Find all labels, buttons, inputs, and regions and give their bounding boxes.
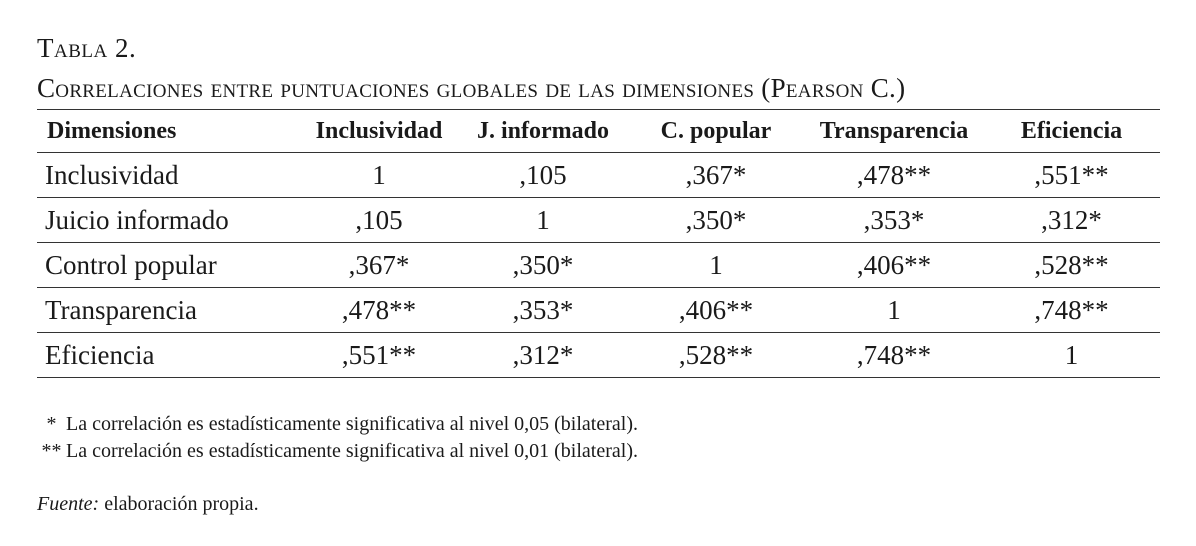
table-row: [37, 198, 1160, 243]
table-cell: ,406**: [856, 249, 932, 280]
row-label: Transparencia: [45, 294, 197, 325]
table-cell: ,312*: [1041, 204, 1102, 235]
table-cell: ,353*: [863, 204, 925, 235]
table-row: [37, 243, 1160, 288]
table-cell: ,353*: [512, 294, 574, 325]
table-cell: ,105: [355, 204, 403, 235]
table-cell: ,367*: [348, 249, 410, 280]
table-cell: ,312*: [512, 339, 574, 370]
table-caption: Correlaciones entre puntuaciones globales de las dimensiones (Pearson C.): [37, 73, 906, 103]
table-cell: ,105: [519, 159, 567, 190]
table-cell: ,748**: [856, 339, 932, 370]
table-cell: 1: [887, 294, 901, 325]
header-transparencia: Transparencia: [819, 117, 969, 144]
table-cell: ,748**: [1034, 294, 1109, 325]
table-row: [37, 153, 1160, 198]
row-label: Juicio informado: [45, 204, 229, 235]
header-juicio-informado: J. informado: [477, 117, 609, 144]
table-cell: ,528**: [678, 339, 754, 370]
note-significance-005: [37, 411, 638, 438]
table-cell: ,551**: [1034, 159, 1109, 190]
note-text: La correlación es estadísticamente significativa al nivel 0,05 (bilateral).: [66, 413, 638, 435]
table-cell: 1: [709, 249, 723, 280]
table-cell: ,350*: [512, 249, 574, 280]
table-number: Tabla 2.: [37, 33, 137, 63]
table-row: [37, 288, 1160, 333]
table-cell: 1: [536, 204, 550, 235]
table-cell: ,367*: [685, 159, 747, 190]
table-cell: ,528**: [1034, 249, 1109, 280]
note-marker: *: [46, 413, 57, 435]
table-cell: ,406**: [678, 294, 754, 325]
note-marker: **: [41, 440, 62, 462]
header-dimensiones: Dimensiones: [47, 117, 177, 144]
correlation-table: [37, 109, 1160, 378]
table-cell: 1: [1064, 339, 1079, 370]
table-cell: ,551**: [341, 339, 417, 370]
table-cell: ,350*: [685, 204, 747, 235]
header-inclusividad: Inclusividad: [315, 117, 443, 144]
note-text: La correlación es estadísticamente significativa al nivel 0,01 (bilateral).: [66, 440, 638, 462]
table-row: [37, 333, 1160, 378]
note-significance-001: [37, 438, 638, 465]
source-line: [37, 491, 259, 517]
source-label: Fuente:: [37, 493, 100, 515]
row-label: Inclusividad: [45, 159, 179, 190]
table-header-row: [37, 110, 1160, 153]
source-text: elaboración propia.: [99, 493, 259, 515]
row-label: Eficiencia: [45, 339, 155, 370]
header-control-popular: C. popular: [660, 117, 772, 144]
row-label: Control popular: [45, 249, 217, 280]
table-cell: 1: [372, 159, 386, 190]
header-eficiencia: Eficiencia: [1020, 117, 1123, 144]
table-notes: [37, 411, 638, 465]
table-cell: ,478**: [341, 294, 417, 325]
table-cell: ,478**: [856, 159, 932, 190]
